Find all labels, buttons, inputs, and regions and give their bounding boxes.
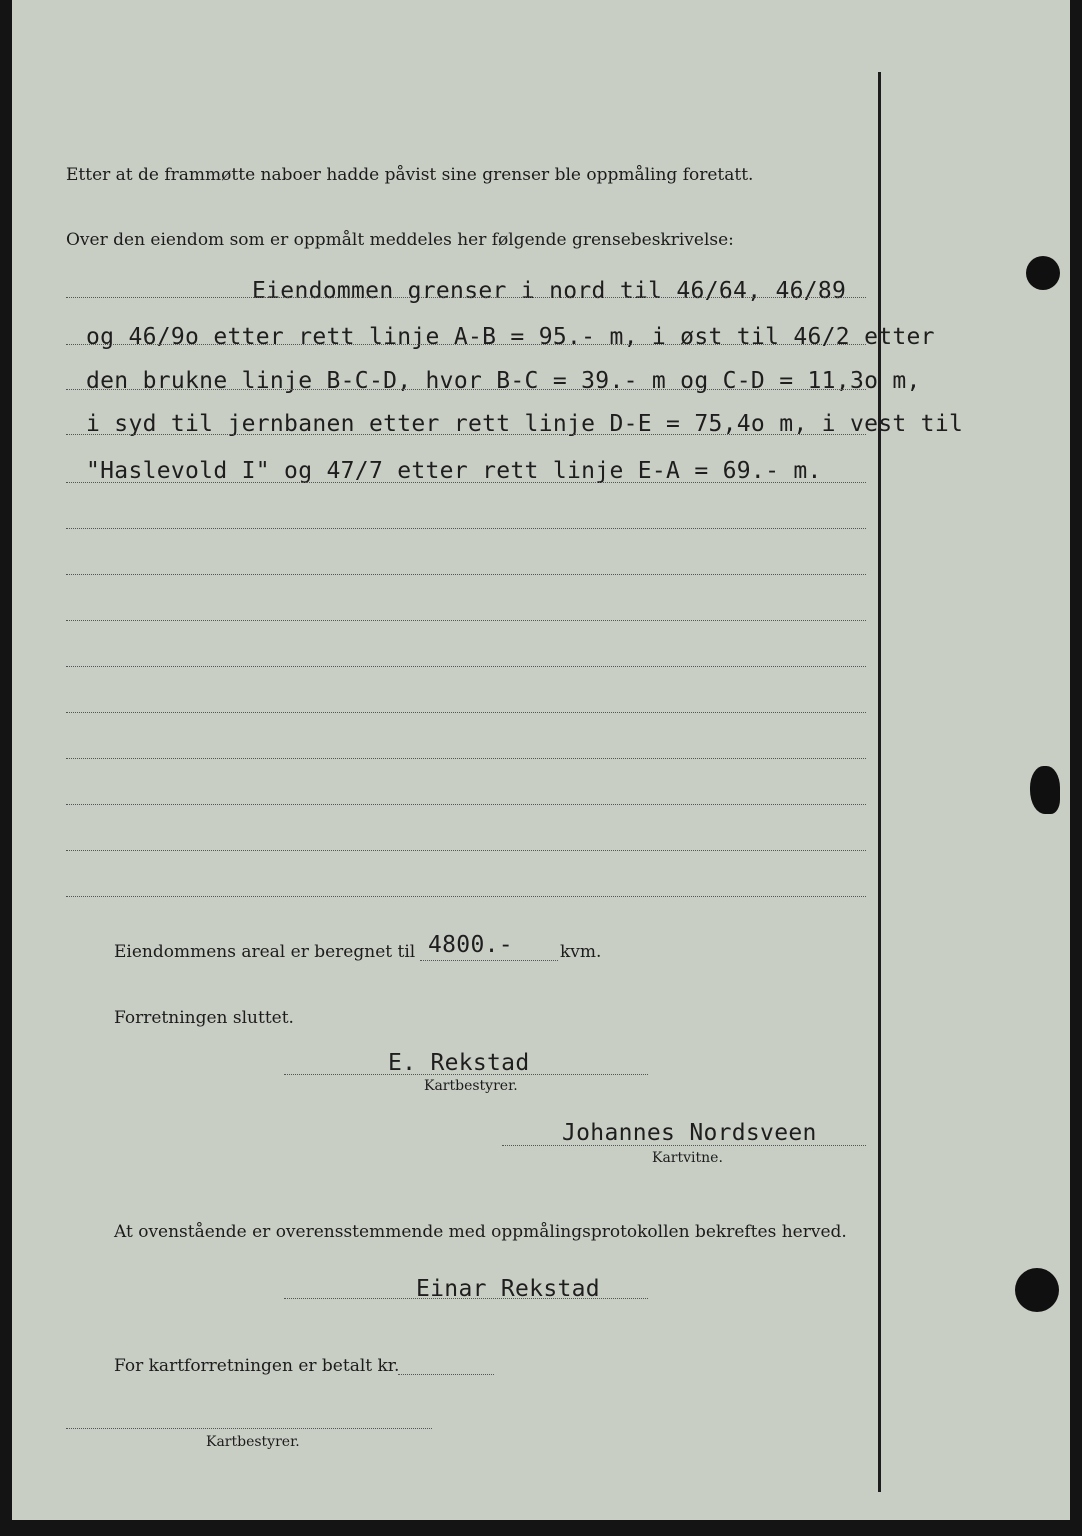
empty-line — [66, 666, 866, 667]
certification-text: At ovenstående er overensstemmende med oppmålingsprotokollen bekreftes herved. — [114, 1222, 847, 1242]
boundary-line-3: den brukne linje B-C-D, hvor B-C = 39.- m og C-D = 11,3o m, — [86, 368, 921, 394]
dotted-line — [66, 389, 866, 390]
empty-line — [66, 804, 866, 805]
payment-kartbestyrer-title: Kartbestyrer. — [206, 1434, 300, 1450]
certification-signature: Einar Rekstad — [416, 1276, 600, 1302]
area-unit: kvm. — [560, 942, 602, 962]
dotted-line — [66, 297, 866, 298]
punch-hole-bottom — [1015, 1268, 1059, 1312]
dotted-line — [66, 482, 866, 483]
punch-hole-top — [1026, 256, 1060, 290]
empty-line — [66, 574, 866, 575]
area-label: Eiendommens areal er beregnet til — [114, 942, 416, 962]
closing-text: Forretningen sluttet. — [114, 1008, 294, 1028]
payment-label: For kartforretningen er betalt kr. — [114, 1356, 400, 1376]
empty-line — [66, 620, 866, 621]
area-dotted-line — [420, 960, 558, 961]
signature-line — [284, 1074, 648, 1075]
intro-text-2: Over den eiendom som er oppmålt meddeles her følgende grensebeskrivelse: — [66, 230, 734, 250]
intro-text-1: Etter at de frammøtte naboer hadde påvist sine grenser ble oppmåling foretatt. — [66, 165, 754, 185]
empty-line — [66, 896, 866, 897]
signature-line — [284, 1298, 648, 1299]
empty-line — [66, 850, 866, 851]
boundary-line-5: "Haslevold I" og 47/7 etter rett linje E-A = 69.- m. — [86, 458, 822, 484]
dotted-line — [66, 344, 866, 345]
empty-line — [66, 712, 866, 713]
area-value: 4800.- — [428, 932, 513, 958]
boundary-line-2: og 46/9o etter rett linje A-B = 95.- m, i øst til 46/2 etter — [86, 324, 935, 350]
payment-dotted-line — [398, 1374, 494, 1375]
signature-line — [502, 1145, 866, 1146]
empty-line — [66, 528, 866, 529]
document-page — [12, 0, 1070, 1520]
signature-line — [66, 1428, 432, 1429]
boundary-line-4: i syd til jernbanen etter rett linje D-E = 75,4o m, i vest til — [86, 411, 964, 437]
kartvitne-title: Kartvitne. — [652, 1150, 723, 1166]
punch-hole-middle — [1030, 766, 1060, 814]
boundary-line-1: Eiendommen grenser i nord til 46/64, 46/89 — [252, 278, 847, 304]
dotted-line — [66, 434, 866, 435]
kartbestyrer-title: Kartbestyrer. — [424, 1078, 518, 1094]
kartbestyrer-signature: E. Rekstad — [388, 1050, 530, 1076]
margin-rule — [878, 72, 881, 1492]
kartvitne-signature: Johannes Nordsveen — [562, 1120, 817, 1146]
empty-line — [66, 758, 866, 759]
